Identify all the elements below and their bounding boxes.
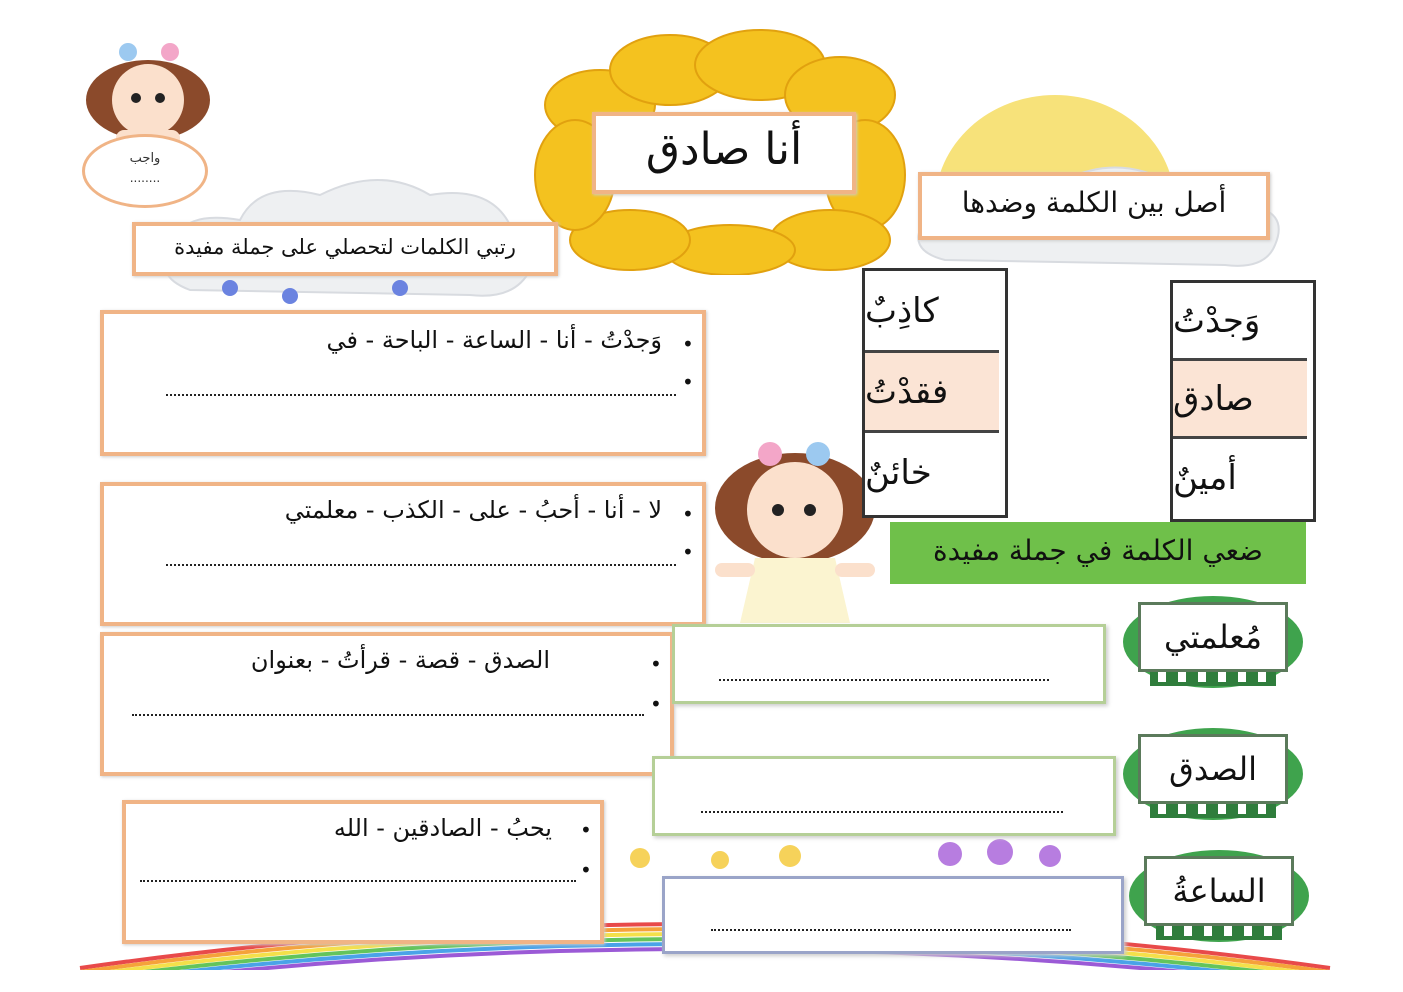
bullet-icon: •	[650, 692, 662, 716]
arrange-item-3	[100, 632, 674, 776]
answer-line-3[interactable]	[132, 714, 644, 716]
word-card-2	[1120, 720, 1306, 828]
bullet-icon: •	[682, 332, 694, 356]
sentence-answer-box-2[interactable]	[652, 756, 1116, 836]
arrange-words-4: يحبُ - الصادقين - الله	[333, 814, 552, 842]
answer-line	[719, 679, 1049, 681]
arrange-words-3: الصدق - قصة - قرأتُ - بعنوان	[250, 646, 550, 674]
word-card-1	[1120, 588, 1306, 696]
bullet-icon: •	[682, 502, 694, 526]
homework-badge	[82, 134, 208, 208]
match-column-right	[1170, 280, 1316, 522]
sentence-word-2: الصدق	[1138, 734, 1288, 804]
arrange-words-1: وَجدْتُ - أنا - الساعة - الباحة - في	[326, 326, 662, 354]
answer-line-2[interactable]	[166, 564, 676, 566]
match-right-cell-2: صادق	[1173, 361, 1307, 439]
arrange-item-1	[100, 310, 706, 456]
sentence-instruction-banner	[890, 522, 1306, 584]
page-title: أنا صادق	[645, 124, 803, 175]
bullet-icon: •	[682, 540, 694, 564]
homework-label: واجب	[129, 151, 161, 166]
arrange-instruction-box	[132, 222, 558, 276]
match-left-cell-1: كاذِبٌ	[865, 271, 999, 353]
sentence-word-1: مُعلمتي	[1138, 602, 1288, 672]
bullet-icon: •	[580, 818, 592, 842]
match-column-left	[862, 268, 1008, 518]
match-right-cell-1: وَجدْتُ	[1173, 283, 1307, 361]
girl-character-icon	[78, 38, 218, 148]
match-left-cell-3: خائنٌ	[865, 453, 932, 493]
match-instruction: أصل بين الكلمة وضدها	[961, 186, 1227, 219]
answer-line-4[interactable]	[140, 880, 576, 882]
bullet-icon: •	[682, 370, 694, 394]
homework-dots: ........	[129, 171, 161, 185]
page-title-box	[592, 112, 856, 194]
word-card-3	[1126, 842, 1312, 950]
arrange-instruction: رتبي الكلمات لتحصلي على جملة مفيدة	[174, 235, 516, 259]
sentence-answer-box-1[interactable]	[672, 624, 1106, 704]
sentence-instruction: ضعي الكلمة في جملة مفيدة	[933, 534, 1263, 567]
match-right-cell-3: أمينٌ	[1173, 458, 1237, 498]
sentence-answer-box-3[interactable]	[662, 876, 1124, 954]
bullet-icon: •	[650, 652, 662, 676]
arrange-item-4	[122, 800, 604, 944]
answer-line-1[interactable]	[166, 394, 676, 396]
answer-line	[711, 929, 1071, 931]
match-instruction-box	[918, 172, 1270, 240]
sentence-word-3: الساعةُ	[1144, 856, 1294, 926]
match-left-cell-2: فقدْتُ	[865, 353, 999, 433]
flowers-decoration	[600, 838, 1120, 878]
arrange-words-2: لا - أنا - أحبُ - على - الكذب - معلمتي	[284, 496, 662, 524]
answer-line	[701, 811, 1063, 813]
arrange-item-2	[100, 482, 706, 626]
bullet-icon: •	[580, 858, 592, 882]
